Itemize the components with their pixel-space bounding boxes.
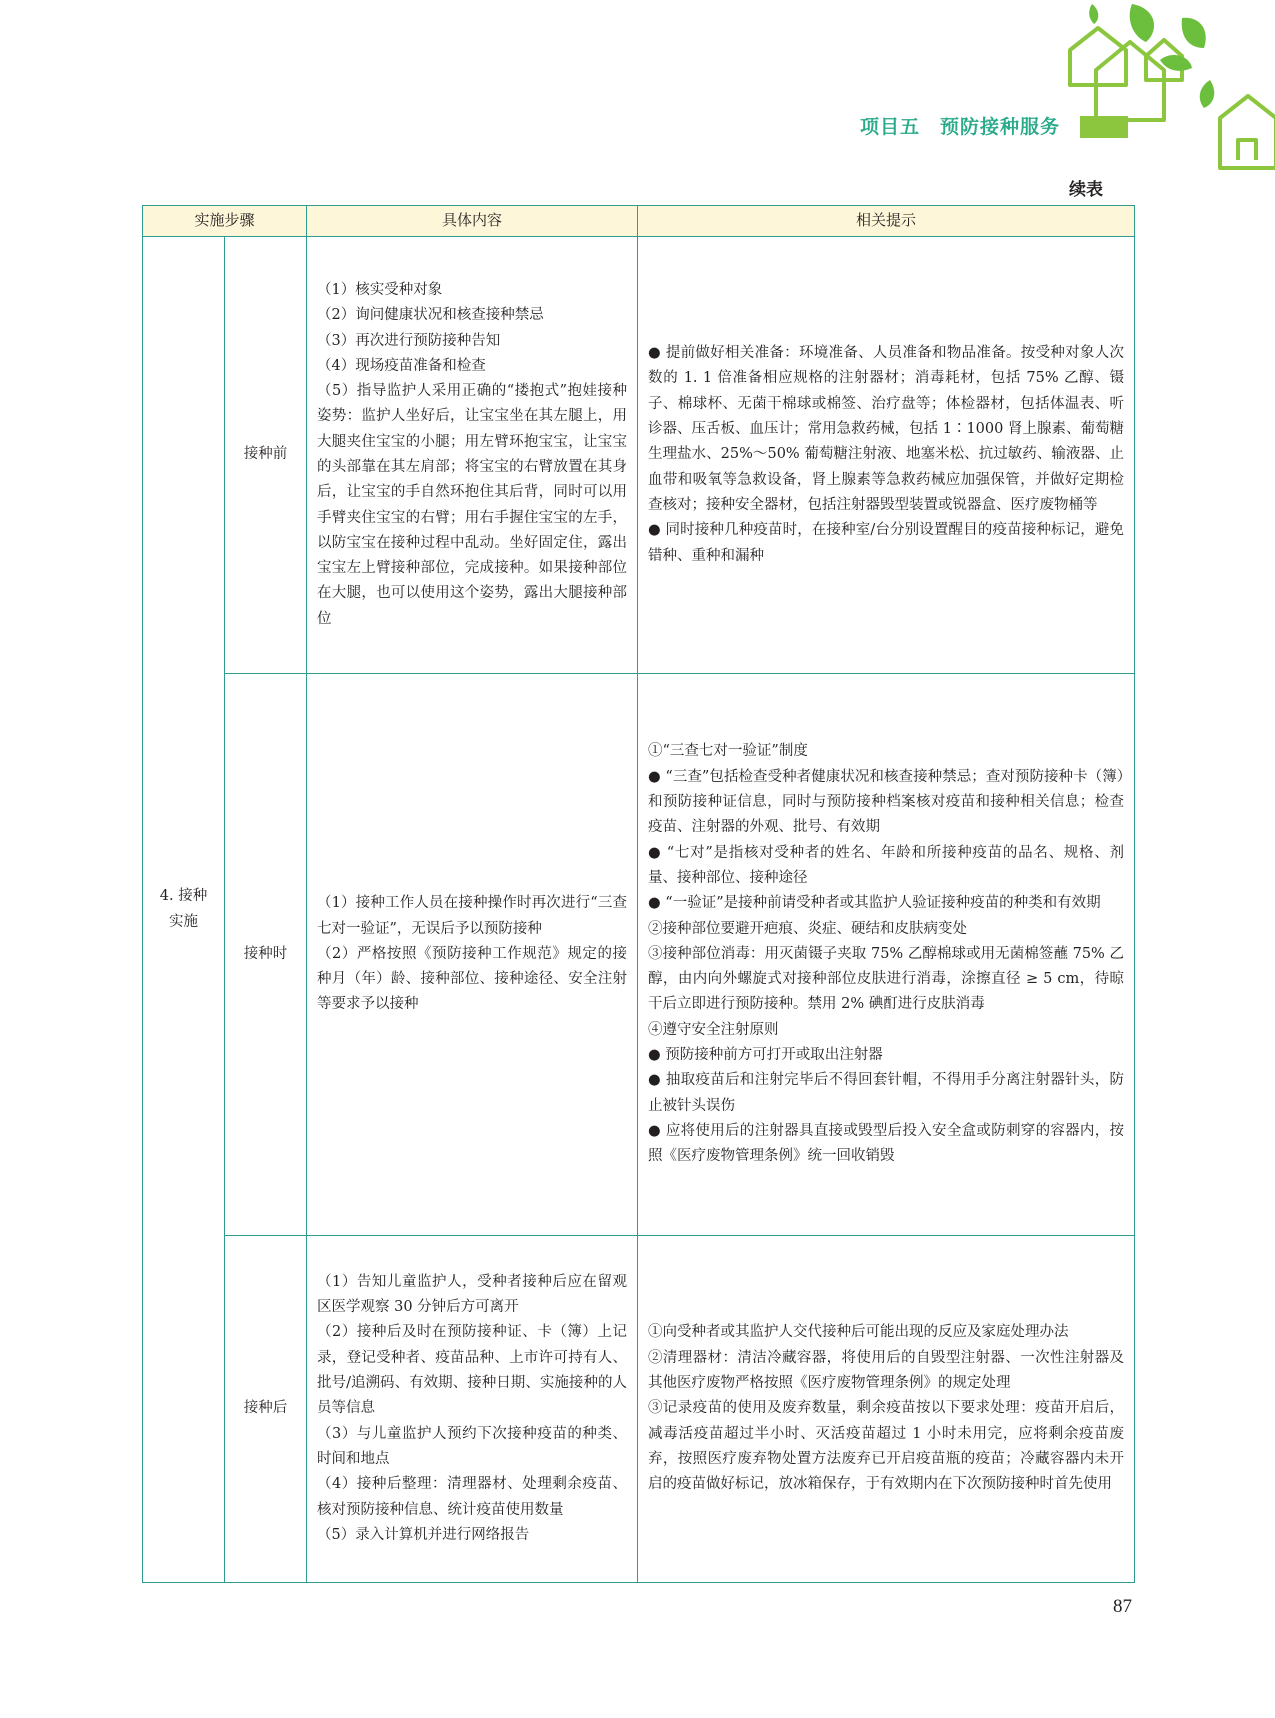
content-cell: （1）核实受种对象 （2）询问健康状况和核查接种禁忌 （3）再次进行预防接种告知 （4）现场疫苗准备和检查 （5）指导监护人采用正确的“搂抱式”抱娃接种姿势：监护人坐好后，让宝宝坐在其左腿上，用大腿夹住宝宝的小腿；用左臂环抱宝宝，让宝宝的头部靠在其左肩部；将宝宝的右臂放置在其身后，让宝宝的手自然环抱住其后背，同时可以用手臂夹住宝宝的右臂；用右手握住宝宝的左手，以防宝宝在接种过程中乱动。坐好固定住，露出宝宝左上臂接种部位，完成接种。如果接种部位在大腿，也可以使用这个姿势，露出大腿接种部位 [307, 237, 638, 674]
content-cell: （1）接种工作人员在接种操作时再次进行“三查七对一验证”，无误后予以预防接种 （2）严格按照《预防接种工作规范》规定的接种月（年）龄、接种部位、接种途径、安全注射等要求予以接种 [307, 674, 638, 1236]
phase-cell: 接种时 [225, 674, 307, 1236]
house-leaf-decoration [1060, 0, 1275, 180]
step-label: 4. 接种实施 [159, 888, 208, 930]
chapter-header [860, 112, 1060, 139]
table-header-row [143, 206, 1135, 237]
table-row [143, 237, 1135, 674]
procedure-table [142, 205, 1135, 1583]
content-cell: （1）告知儿童监护人，受种者接种后应在留观区医学观察 30 分钟后方可离开 （2）接种后及时在预防接种证、卡（簿）上记录，登记受种者、疫苗品种、上市许可持有人、批号/追溯码、有效期、接种日期、实施接种的人员等信息 （3）与儿童监护人预约下次接种疫苗的种类、时间和地点 （4）接种后整理：清理器材、处理剩余疫苗、核对预防接种信息、统计疫苗使用数量 （5）录入计算机并进行网络报告 [307, 1236, 638, 1583]
tips-cell: ● 提前做好相关准备：环境准备、人员准备和物品准备。按受种对象人次数的 1. 1 倍准备相应规格的注射器材；消毒耗材，包括 75% 乙醇、镊子、棉球杯、无菌干棉球或棉签、治疗盘等；体检器材，包括体温表、听诊器、压舌板、血压计；常用急救药械，包括 1∶1000 肾上腺素、葡萄糖生理盐水、25%～50% 葡萄糖注射液、地塞米松、抗过敏药、输液器、止血带和吸氧等急救设备，肾上腺素等急救药械应加强保管，并做好定期检查核对；接种安全器材，包括注射器毁型装置或锐器盒、医疗废物桶等 ● 同时接种几种疫苗时，在接种室/台分别设置醒目的疫苗接种标记，避免错种、重种和漏种 [638, 237, 1135, 674]
chapter-number: 项目五 [860, 116, 921, 138]
phase-cell: 接种后 [225, 1236, 307, 1583]
chapter-title: 预防接种服务 [940, 116, 1061, 138]
phase-cell: 接种前 [225, 237, 307, 674]
table-row [143, 1236, 1135, 1583]
tips-cell: ①“三查七对一验证”制度 ● “三查”包括检查受种者健康状况和核查接种禁忌；查对预防接种卡（簿）和预防接种证信息，同时与预防接种档案核对疫苗和接种相关信息；检查疫苗、注射器的外观、批号、有效期 ● “七对”是指核对受种者的姓名、年龄和所接种疫苗的品名、规格、剂量、接种部位、接种途径 ● “一验证”是接种前请受种者或其监护人验证接种疫苗的种类和有效期 ②接种部位要避开疤痕、炎症、硬结和皮肤病变处 ③接种部位消毒：用灭菌镊子夹取 75% 乙醇棉球或用无菌棉签蘸 75% 乙醇，由内向外螺旋式对接种部位皮肤进行消毒，涂擦直径 ≥ 5 cm，待晾干后立即进行预防接种。禁用 2% 碘酊进行皮肤消毒 ④遵守安全注射原则 ● 预防接种前方可打开或取出注射器 ● 抽取疫苗后和注射完毕后不得回套针帽，不得用手分离注射器针头，防止被针头误伤 ● 应将使用后的注射器具直接或毁型后投入安全盒或防刺穿的容器内，按照《医疗废物管理条例》统一回收销毁 [638, 674, 1135, 1236]
continued-label: 续表 [1069, 180, 1103, 200]
page-number: 87 [1113, 1596, 1132, 1617]
column-header-step: 实施步骤 [143, 206, 307, 237]
column-header-content: 具体内容 [307, 206, 638, 237]
column-header-tips: 相关提示 [638, 206, 1135, 237]
step-cell [143, 237, 225, 1583]
table-row [143, 674, 1135, 1236]
header-accent-bar [1080, 116, 1128, 138]
tips-cell: ①向受种者或其监护人交代接种后可能出现的反应及家庭处理办法 ②清理器材：清洁冷藏容器，将使用后的自毁型注射器、一次性注射器及其他医疗废物严格按照《医疗废物管理条例》的规定处理 ③记录疫苗的使用及废弃数量，剩余疫苗按以下要求处理：疫苗开启后，减毒活疫苗超过半小时、灭活疫苗超过 1 小时未用完，应将剩余疫苗废弃，按照医疗废弃物处置方法废弃已开启疫苗瓶的疫苗；冷藏容器内未开启的疫苗做好标记，放冰箱保存，于有效期内在下次预防接种时首先使用 [638, 1236, 1135, 1583]
